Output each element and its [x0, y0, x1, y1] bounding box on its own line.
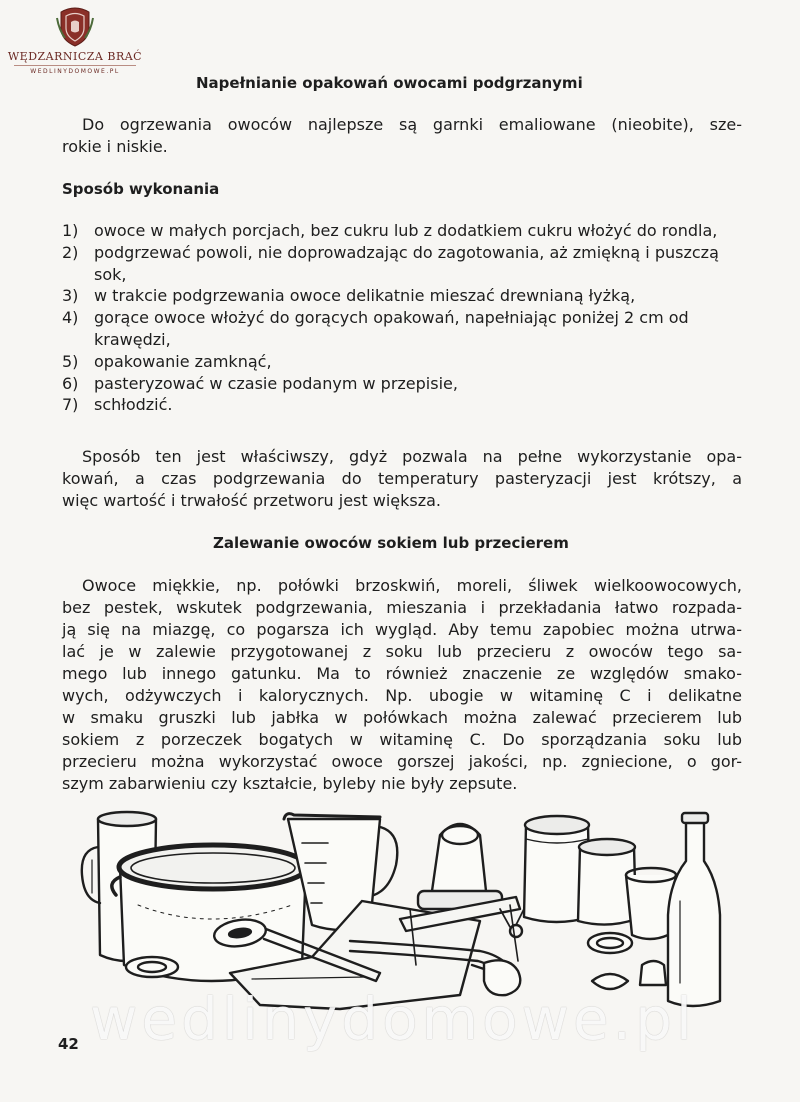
- brand-name: WĘDZARNICZA BRAĆ: [7, 50, 143, 63]
- step-number: 3): [62, 286, 79, 306]
- lid-ring-icon: [588, 933, 632, 953]
- step-item: [62, 351, 752, 373]
- brand-url: WEDLINYDOMOWE.PL: [30, 68, 120, 75]
- text-line: mego lub innego gatunku. Ma to również znaczenie ze względów smako-: [62, 664, 742, 683]
- bottle-icon: [668, 813, 720, 1006]
- step-number: 5): [62, 351, 79, 371]
- step-item: [62, 285, 752, 307]
- intro-paragraph: [62, 114, 742, 158]
- text-line: szym zabarwieniu czy kształcie, byleby nie były zepsute.: [62, 774, 518, 793]
- plate-icon: [126, 957, 178, 977]
- step-number: 2): [62, 242, 79, 262]
- body-paragraph: [62, 575, 742, 795]
- text-line: Owoce miękkie, np. połówki brzoskwiń, moreli, śliwek wielkoowocowych,: [82, 576, 742, 595]
- text-line: sokiem z porzeczek bogatych w witaminę C. Do sporządzania soku lub: [62, 730, 742, 749]
- step-text: schłodzić.: [94, 395, 173, 415]
- step-item: [62, 394, 752, 416]
- method-heading: Sposób wykonania: [62, 180, 220, 198]
- section-heading-filling: Napełnianie opakowań owocami podgrzanymi: [196, 74, 583, 92]
- brand-logo: [0, 4, 150, 75]
- text-line: wych, odżywczych i kalorycznych. Np. ubogie w witaminę C i delikatne: [62, 686, 742, 705]
- method-steps: [62, 220, 752, 416]
- step-number: 6): [62, 373, 79, 393]
- text-line: bez pestek, wskutek podgrzewania, mieszania i przekładania łatwo rozpada-: [62, 598, 742, 617]
- step-number: 7): [62, 395, 79, 415]
- step-item: [62, 220, 752, 242]
- step-number: 1): [62, 221, 79, 240]
- step-text: w trakcie podgrzewania owoce delikatnie mieszać drewnianą łyżką,: [94, 286, 636, 306]
- text-line: kowań, a czas podgrzewania do temperatury pasteryzacji jest krótszy, a: [62, 469, 742, 488]
- crest-icon: [55, 4, 95, 48]
- page-number: 42: [58, 1035, 79, 1053]
- text-line: lać je w zalewie przygotowanej z soku lub przecieru z owoców tego sa-: [62, 642, 742, 661]
- step-text: pasteryzować w czasie podanym w przepisie,: [94, 373, 458, 393]
- text-line: przecieru można wykorzystać owoce gorszej jakości, np. zgniecione, o gor-: [62, 752, 742, 771]
- summary-paragraph: [62, 446, 742, 512]
- step-item: [62, 373, 752, 395]
- step-text: podgrzewać powoli, nie doprowadzając do zagotowania, aż zmiękną i puszczą sok,: [94, 242, 719, 284]
- text-line: rokie i niskie.: [62, 137, 168, 156]
- text-line: ją się na miazgę, co pogarsza ich wygląd. Aby temu zapobiec można utrwa-: [62, 620, 742, 639]
- step-item: [62, 307, 752, 351]
- step-text: gorące owoce włożyć do gorących opakowań, napełniając poniżej 2 cm od krawędzi,: [94, 308, 689, 349]
- text-line: Sposób ten jest właściwszy, gdyż pozwala na pełne wykorzystanie opa-: [82, 447, 742, 466]
- text-line: więc wartość i trwałość przetworu jest większa.: [62, 491, 442, 510]
- watermark: wedlinydomowe.pl: [90, 985, 697, 1053]
- step-number: 4): [62, 308, 79, 328]
- text-line: w smaku gruszki lub jabłka w połówkach można zalewać przecierem lub: [62, 708, 742, 727]
- step-item: [62, 242, 752, 286]
- section-heading-juice: Zalewanie owoców sokiem lub przecierem: [213, 534, 569, 552]
- step-text: opakowanie zamknąć,: [94, 351, 272, 371]
- brand-divider: [14, 65, 136, 66]
- text-line: Do ogrzewania owoców najlepsze są garnki emaliowane (nieobite), sze-: [82, 115, 742, 134]
- step-text: owoce w małych porcjach, bez cukru lub z dodatkiem cukru włożyć do rondla,: [94, 221, 718, 240]
